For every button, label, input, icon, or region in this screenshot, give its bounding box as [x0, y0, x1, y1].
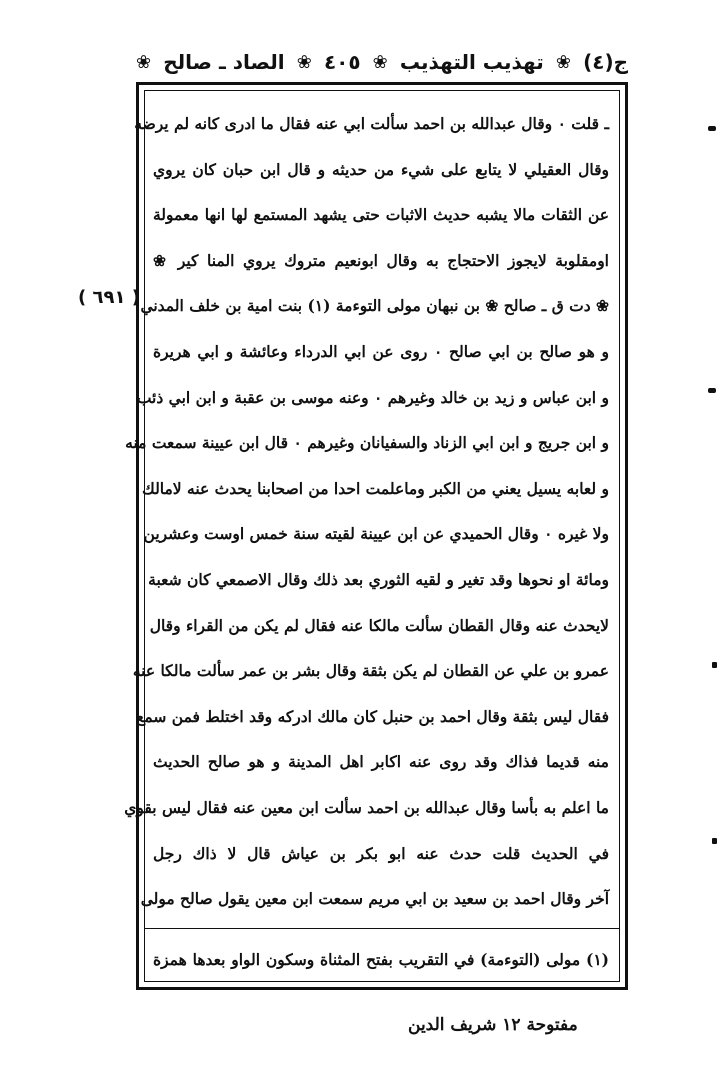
inner-border [124, 90, 620, 982]
text-line: منه قديما فذاك وقد روى عنه اكابر اهل المدينة و هو صالح الحديث [153, 752, 609, 772]
text-line: ما اعلم به بأسا وقال عبدالله بن احمد سألت ابن معين عنه فقال ليس بقوي [124, 797, 609, 817]
ornament-icon: ❀ [555, 51, 571, 73]
margin-mark [712, 838, 717, 844]
text-line: و ابن عباس و زيد بن خالد وغيرهم ٠ وعنه موسى بن عقبة و ابن ابي ذئب [136, 387, 609, 407]
margin-mark [708, 126, 716, 131]
ornament-icon: ❀ [372, 51, 388, 73]
margin-mark [708, 388, 716, 393]
ornament-icon: ❀ [136, 51, 152, 73]
text-frame [124, 82, 628, 990]
bottom-continuation: مفتوحة ١٢ شريف الدين [408, 1015, 578, 1035]
text-line: آخر وقال احمد بن سعيد بن ابي مريم سمعت ابن معين يقول صالح مولى [140, 889, 609, 909]
entry-margin-number: ( ٦٩١ ) [78, 287, 140, 308]
text-line: ـ قلت ٠ وقال عبدالله بن احمد سألت ابي عنه فقال ما ادرى كانه لم يرضه [134, 114, 609, 133]
ornament-icon: ❀ [296, 51, 312, 73]
book-title: تهذيب التهذيب [399, 50, 544, 74]
page-header [136, 42, 628, 82]
footnote: (١) مولى (التوءمة) في التقريب بفتح المثناة وسكون الواو بعدها همزة [153, 950, 609, 969]
section-title: الصاد ـ صالح [163, 50, 285, 74]
text-line: ❀ دت ق ـ صالح ❀ بن نبهان مولى التوءمة (١) بنت امية بن خلف المدني [140, 296, 609, 316]
text-line: و ابن جريج و ابن ابي الزناد والسفيانان وغيرهم ٠ قال ابن عيينة سمعت منه [125, 433, 609, 453]
text-line: و لعابه يسيل يعني من الكبر وماعلمت احدا من اصحابنا يحدث عنه لامالك [142, 478, 609, 498]
text-line: و هو صالح بن ابي صالح ٠ روى عن ابي الدرداء وعائشة و ابي هريرة [153, 341, 610, 361]
text-line: عمرو بن علي عن القطان لم يكن بثقة وقال بشر بن عمر سألت مالكا عنه [132, 661, 609, 681]
text-line: ولا غيره ٠ وقال الحميدي عن ابن عيينة لقيته سنة خمس اوست وعشرين [143, 524, 609, 544]
text-line: وقال العقيلي لا يتابع على شيء من حديثه و قال ابن حبان كان يروي [153, 159, 609, 179]
text-line: فقال ليس بثقة وقال احمد بن حنبل كان مالك ادركه وقد اختلط فمن سمع [136, 706, 609, 726]
text-line: ومائة او نحوها وقد تغير و لقيه الثوري بعد ذلك وقال الاصمعي كان شعبة [148, 569, 609, 589]
text-line: اومقلوبة لايجوز الاحتجاج به وقال ابونعيم متروك يروي المنا كير ❀ [153, 250, 609, 270]
text-line: في الحديث قلت حدث عنه ابو بكر بن عياش قال لا ذاك رجل [153, 843, 609, 863]
margin-mark [712, 662, 717, 668]
text-line: عن الثقات مالا يشبه حديث الاثبات حتى يشهد المستمع لها انها معمولة [153, 205, 609, 225]
text-line: لايحدث عنه وقال القطان سألت مالكا عنه فقال لم يكن من القراء وقال [149, 615, 609, 635]
page-number: ٤٠٥ [323, 50, 361, 74]
footnote-divider [145, 928, 619, 929]
body-text [124, 101, 610, 922]
volume-label: ج(٤) [583, 50, 628, 74]
